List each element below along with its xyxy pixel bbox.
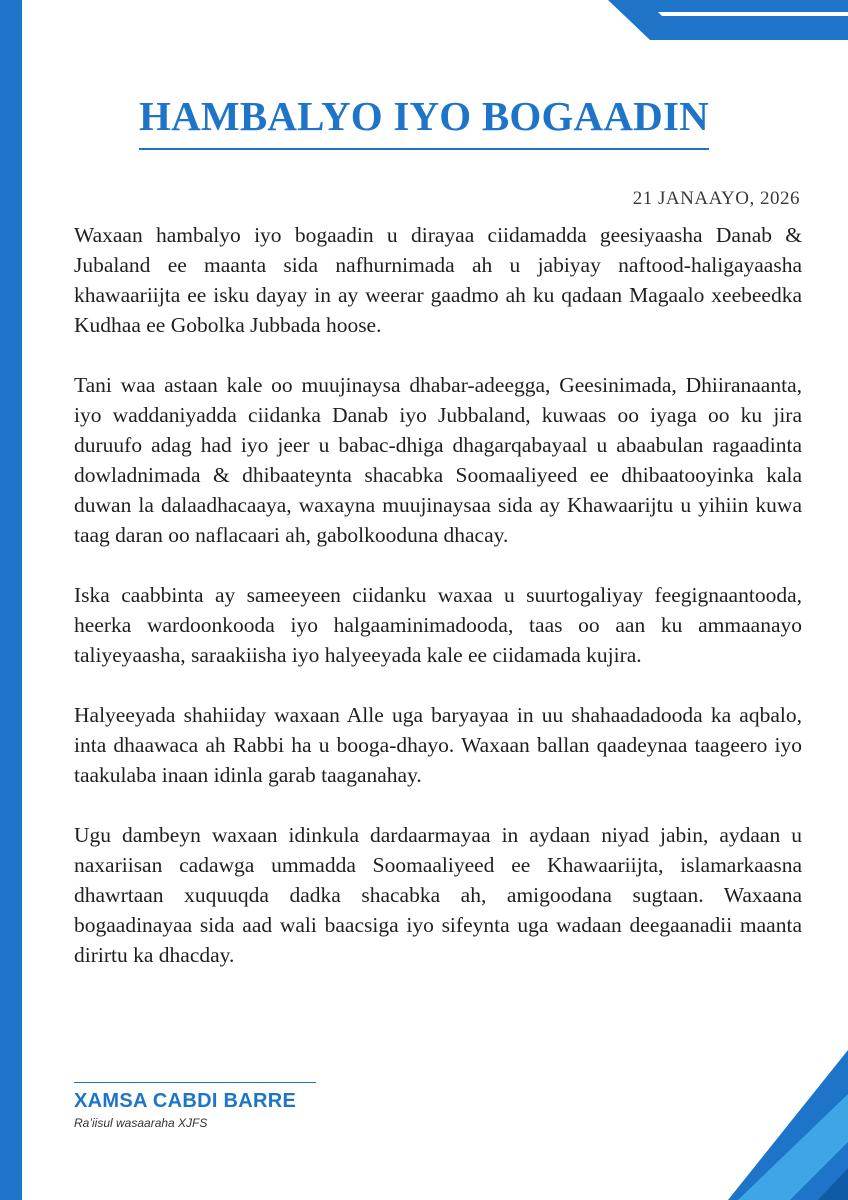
paragraph-5: Ugu dambeyn waxaan idinkula dardaarmayaa in aydaan niyad jabin, aydaan u naxariisan cadawga ummadda Soomaaliyeed ee Khawaariijta, islamarkaasna dhawrtaan xuquuqda dadka shacabka ah, amigoodana sugtaan. Waxaana bogaadinayaa sida aad wali baacsiga iyo sifeynta uga wadaan deegaanadii maanta dirirtu ka dhacday. (74, 823, 802, 967)
paragraph-2: Tani waa astaan kale oo muujinaysa dhabar-adeegga, Geesinimada, Dhiiranaanta, iyo waddaniyadda ciidanka Danab iyo Jubbaland, kuwaas oo iyaga oo ku jira duruufo adag had iyo jeer u babac-dhiga dhagarqabayaal u abaabulan ragaadinta dowladnimada & dhibaateynta shacabka Soomaaliyeed ee dhibaatooyinka kala duwan la dalaadhacaaya, waxayna muujinaysaa sida ay Khawaarijtu u yihiin kuwa taag daran oo naflacaari ah, gabolkooduna dhacay. (74, 373, 802, 547)
letter-body (74, 220, 802, 1000)
document-title: HAMBALYO IYO BOGAADIN (139, 92, 709, 150)
document-date: 21 JANAAYO, 2026 (632, 188, 800, 209)
left-accent-bar (0, 0, 22, 1200)
paragraph-1: Waxaan hambalyo iyo bogaadin u dirayaa ciidamadda geesiyaasha Danab & Jubaland ee maanta sida nafhurnimada ah u jabiyay naftood-haligayaasha khawaariijta ee isku dayay in ay weerar gaadmo ah ku qadaan Magaalo xeebeedka Kudhaa ee Gobolka Jubbada hoose. (74, 223, 802, 337)
signature-block (74, 1082, 316, 1130)
signatory-role: Ra’iisul wasaaraha XJFS (74, 1116, 208, 1130)
bottom-right-corner-decoration (728, 1050, 848, 1200)
paragraph-3: Iska caabbinta ay sameeyeen ciidanku waxaa u suurtogaliyay feegignaantooda, heerka wardoonkooda iyo halgaaminimadooda, taas oo aan ku ammaanayo taliyeyaasha, saraakiisha iyo halyeeyada kale ee ciidamada kujira. (74, 583, 802, 667)
paragraph-4: Halyeeyada shahiiday waxaan Alle uga baryayaa in uu shahaadadooda ka aqbalo, inta dhaawaca ah Rabbi ha u booga-dhayo. Waxaan ballan qaadeynaa taageero iyo taakulaba inaan idinla garab taaganahay. (74, 703, 802, 787)
signatory-name: XAMSA CABDI BARRE (74, 1090, 297, 1112)
top-right-corner-decoration (588, 0, 848, 40)
